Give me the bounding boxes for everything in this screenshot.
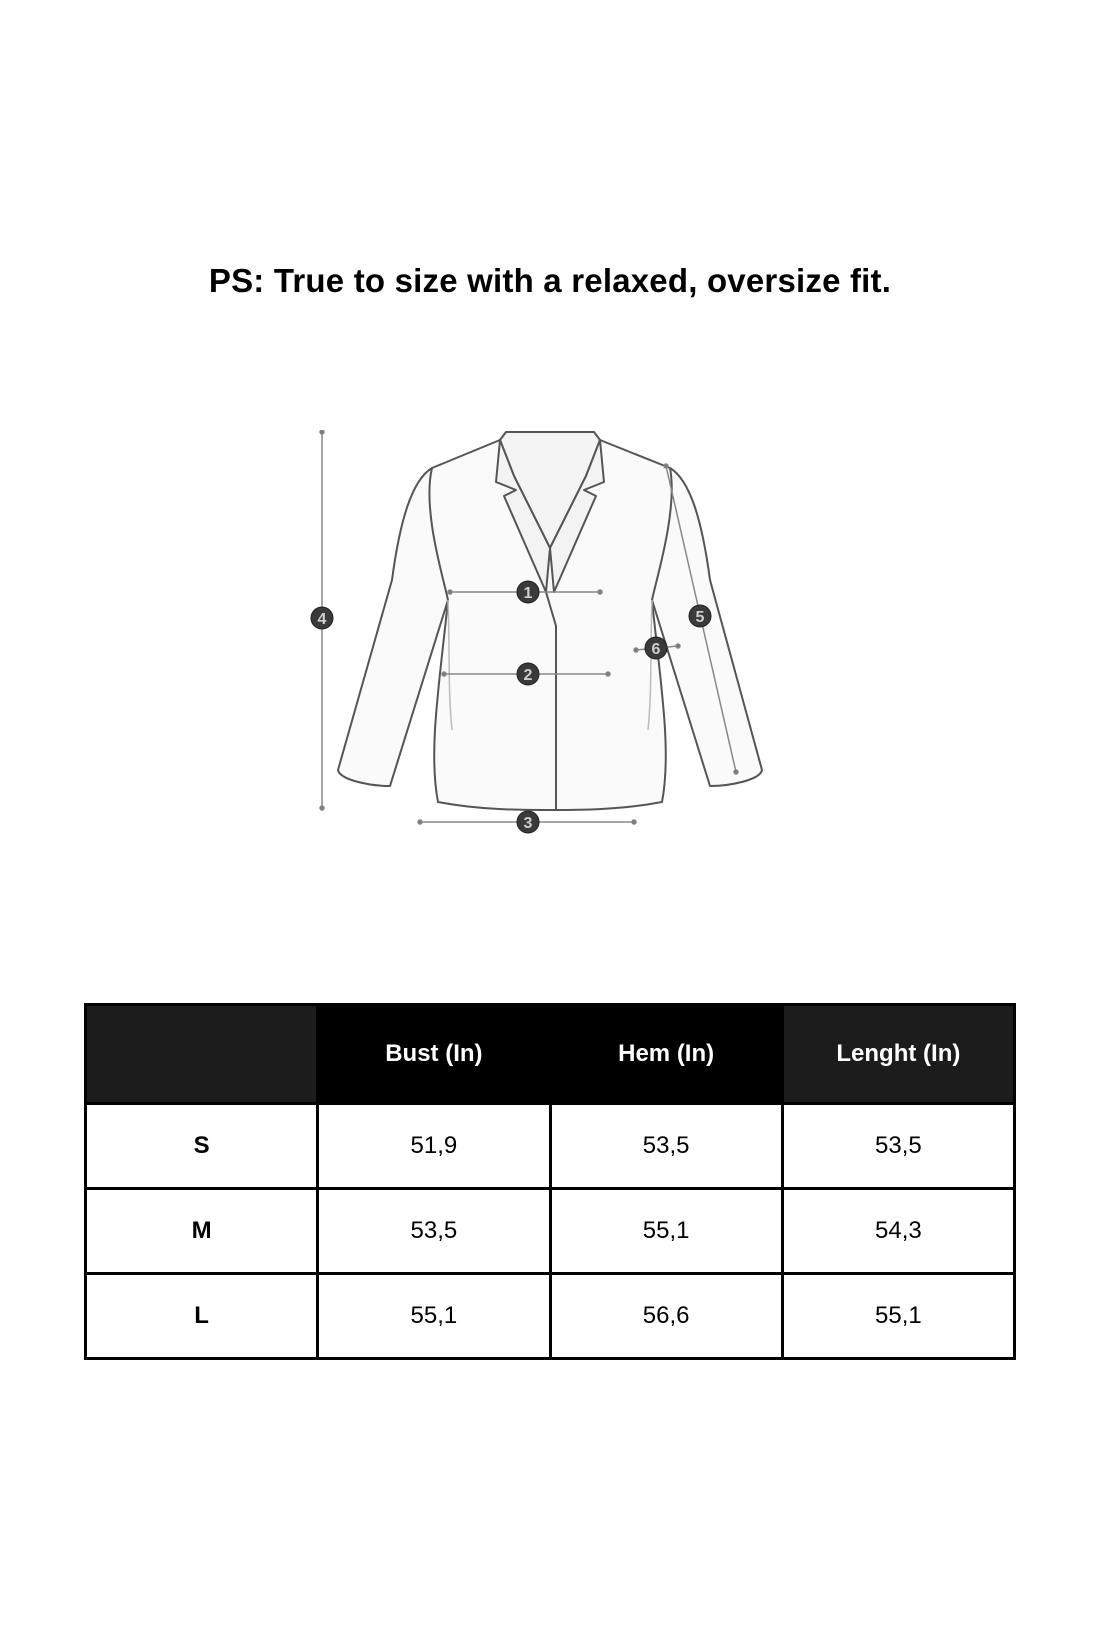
table-row [86, 1274, 1015, 1359]
marker-3 [517, 811, 539, 833]
table-row [86, 1104, 1015, 1189]
marker-5 [689, 605, 711, 627]
size-cell: S [86, 1104, 318, 1189]
fit-note: PS: True to size with a relaxed, oversize fit. [208, 262, 892, 299]
marker-6 [645, 637, 667, 659]
svg-text:2: 2 [523, 667, 533, 684]
marker-1 [517, 581, 539, 603]
bust-cell: 51,9 [318, 1104, 550, 1189]
header-length: Lenght (In) [782, 1005, 1014, 1104]
svg-text:1: 1 [523, 585, 533, 602]
hem-cell: 56,6 [550, 1274, 782, 1359]
hem-cell: 53,5 [550, 1104, 782, 1189]
svg-text:6: 6 [651, 641, 661, 658]
length-cell: 55,1 [782, 1274, 1014, 1359]
svg-text:4: 4 [317, 611, 327, 628]
bust-cell: 53,5 [318, 1189, 550, 1274]
blazer-measurement-diagram [300, 430, 800, 890]
svg-text:3: 3 [523, 815, 533, 832]
svg-text:5: 5 [695, 609, 705, 626]
length-cell: 53,5 [782, 1104, 1014, 1189]
size-cell: M [86, 1189, 318, 1274]
bust-cell: 55,1 [318, 1274, 550, 1359]
length-cell: 54,3 [782, 1189, 1014, 1274]
header-size [86, 1005, 318, 1104]
marker-2 [517, 663, 539, 685]
header-hem: Hem (In) [550, 1005, 782, 1104]
marker-4 [311, 607, 333, 629]
header-row [86, 1005, 1015, 1104]
size-cell: L [86, 1274, 318, 1359]
size-chart-table [84, 1003, 1016, 1360]
header-bust: Bust (In) [318, 1005, 550, 1104]
table-row [86, 1189, 1015, 1274]
hem-cell: 55,1 [550, 1189, 782, 1274]
